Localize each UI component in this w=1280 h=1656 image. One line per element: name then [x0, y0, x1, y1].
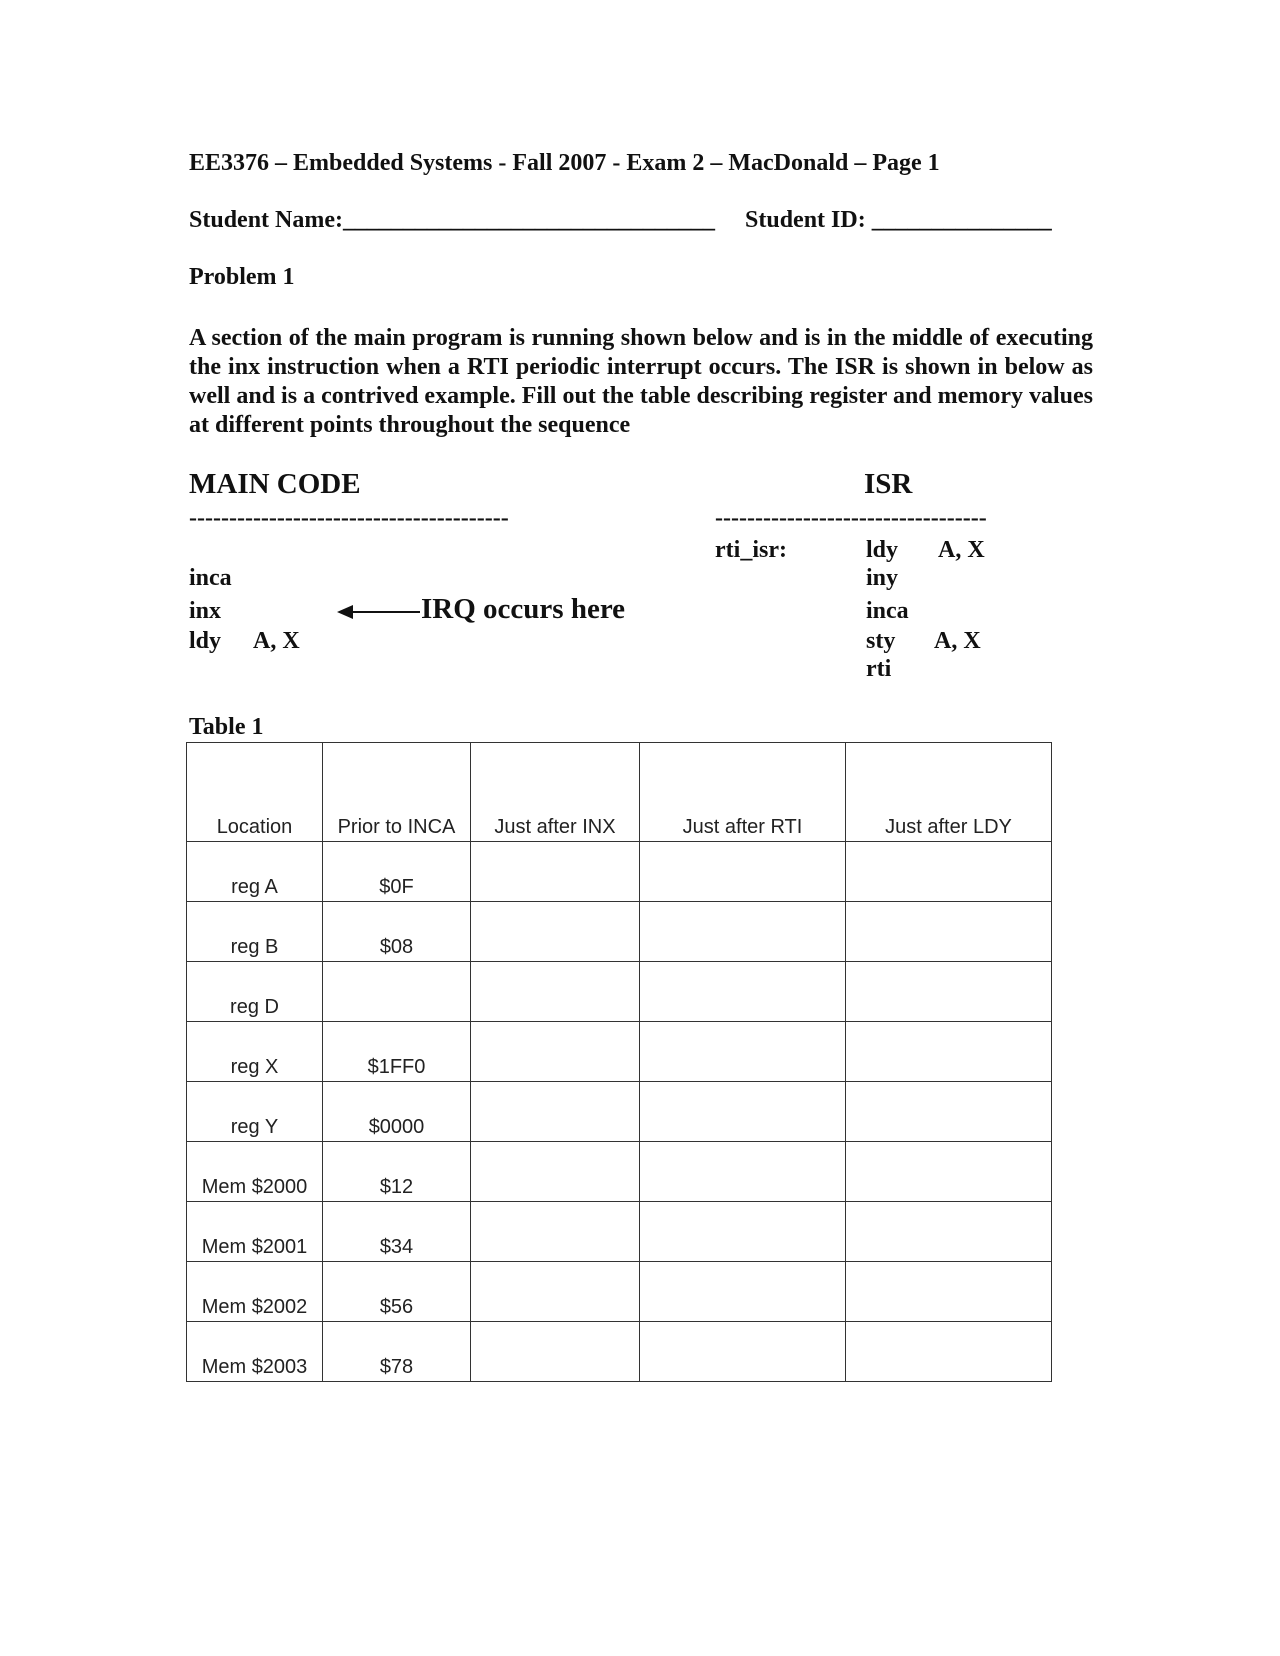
cell-after-inx[interactable]	[471, 1322, 640, 1382]
isr-line-4-op: sty	[866, 628, 896, 654]
main-line-1-op: inca	[189, 565, 232, 591]
isr-line-3-op: inca	[866, 598, 909, 624]
cell-location: reg X	[187, 1022, 323, 1082]
table-row	[187, 1202, 1052, 1262]
cell-prior: $12	[323, 1142, 471, 1202]
arrow-shaft	[352, 611, 420, 613]
cell-after-inx[interactable]	[471, 1142, 640, 1202]
cell-prior: $78	[323, 1322, 471, 1382]
header-location: Location	[187, 743, 323, 842]
isr-line-1-op: ldy	[866, 537, 899, 563]
cell-location: Mem $2001	[187, 1202, 323, 1262]
table-row	[187, 962, 1052, 1022]
main-line-2-op: inx	[189, 598, 222, 624]
irq-note: IRQ occurs here	[421, 593, 626, 625]
cell-after-ldy[interactable]	[846, 1142, 1052, 1202]
cell-after-rti[interactable]	[640, 902, 846, 962]
cell-after-rti[interactable]	[640, 1202, 846, 1262]
main-line-3-op: ldy	[189, 628, 222, 654]
table-row	[187, 842, 1052, 902]
header-just-after-rti: Just after RTI	[640, 743, 846, 842]
problem-title: Problem 1	[189, 264, 295, 290]
cell-location: reg B	[187, 902, 323, 962]
cell-after-rti[interactable]	[640, 1262, 846, 1322]
table-row	[187, 1322, 1052, 1382]
main-line-3-arg: A, X	[253, 628, 300, 654]
cell-after-rti[interactable]	[640, 842, 846, 902]
table-row	[187, 1022, 1052, 1082]
cell-location: reg A	[187, 842, 323, 902]
cell-prior: $08	[323, 902, 471, 962]
isr-heading: ISR	[864, 468, 913, 500]
cell-prior: $56	[323, 1262, 471, 1322]
cell-after-inx[interactable]	[471, 1262, 640, 1322]
cell-location: reg D	[187, 962, 323, 1022]
cell-after-ldy[interactable]	[846, 902, 1052, 962]
header-just-after-inx: Just after INX	[471, 743, 640, 842]
register-table	[186, 742, 1052, 1382]
cell-after-rti[interactable]	[640, 1082, 846, 1142]
cell-after-rti[interactable]	[640, 1022, 846, 1082]
cell-location: reg Y	[187, 1082, 323, 1142]
cell-after-rti[interactable]	[640, 1322, 846, 1382]
cell-after-inx[interactable]	[471, 842, 640, 902]
cell-after-inx[interactable]	[471, 1082, 640, 1142]
isr-line-5-op: rti	[866, 656, 892, 682]
cell-after-rti[interactable]	[640, 962, 846, 1022]
problem-text: A section of the main program is running shown below and is in the middle of executing the inx instruction when a RTI periodic interrupt occurs. The ISR is shown in below as well and is a contrived example. Fill out the table describing register and memory values at different points throughout the sequence	[189, 325, 1093, 438]
cell-after-ldy[interactable]	[846, 1262, 1052, 1322]
cell-prior: $34	[323, 1202, 471, 1262]
cell-after-ldy[interactable]	[846, 1022, 1052, 1082]
cell-after-ldy[interactable]	[846, 842, 1052, 902]
table-label: Table 1	[189, 714, 264, 740]
cell-after-ldy[interactable]	[846, 1082, 1052, 1142]
table-row	[187, 1262, 1052, 1322]
isr-line-1-arg: A, X	[938, 537, 985, 563]
student-name-field: Student Name:_______________________________	[189, 207, 715, 233]
cell-prior	[323, 962, 471, 1022]
main-code-divider: ----------------------------------------	[189, 505, 509, 531]
isr-line-4-arg: A, X	[934, 628, 981, 654]
cell-location: Mem $2003	[187, 1322, 323, 1382]
cell-location: Mem $2002	[187, 1262, 323, 1322]
table-row	[187, 1082, 1052, 1142]
isr-label: rti_isr:	[715, 537, 787, 563]
header-prior-to-inca: Prior to INCA	[323, 743, 471, 842]
student-id-field: Student ID: _______________	[745, 207, 1052, 233]
cell-after-inx[interactable]	[471, 902, 640, 962]
cell-prior: $0F	[323, 842, 471, 902]
table-row	[187, 902, 1052, 962]
exam-header: EE3376 – Embedded Systems - Fall 2007 - Exam 2 – MacDonald – Page 1	[189, 150, 940, 176]
cell-after-inx[interactable]	[471, 962, 640, 1022]
cell-after-inx[interactable]	[471, 1202, 640, 1262]
left-arrow-icon	[337, 605, 353, 619]
isr-line-2-op: iny	[866, 565, 899, 591]
cell-after-ldy[interactable]	[846, 1202, 1052, 1262]
cell-prior: $0000	[323, 1082, 471, 1142]
cell-after-inx[interactable]	[471, 1022, 640, 1082]
cell-after-rti[interactable]	[640, 1142, 846, 1202]
cell-prior: $1FF0	[323, 1022, 471, 1082]
isr-divider: ----------------------------------	[715, 505, 987, 531]
cell-location: Mem $2000	[187, 1142, 323, 1202]
cell-after-ldy[interactable]	[846, 962, 1052, 1022]
table-row	[187, 1142, 1052, 1202]
table-header-row	[187, 743, 1052, 842]
main-code-heading: MAIN CODE	[189, 468, 361, 500]
header-just-after-ldy: Just after LDY	[846, 743, 1052, 842]
cell-after-ldy[interactable]	[846, 1322, 1052, 1382]
